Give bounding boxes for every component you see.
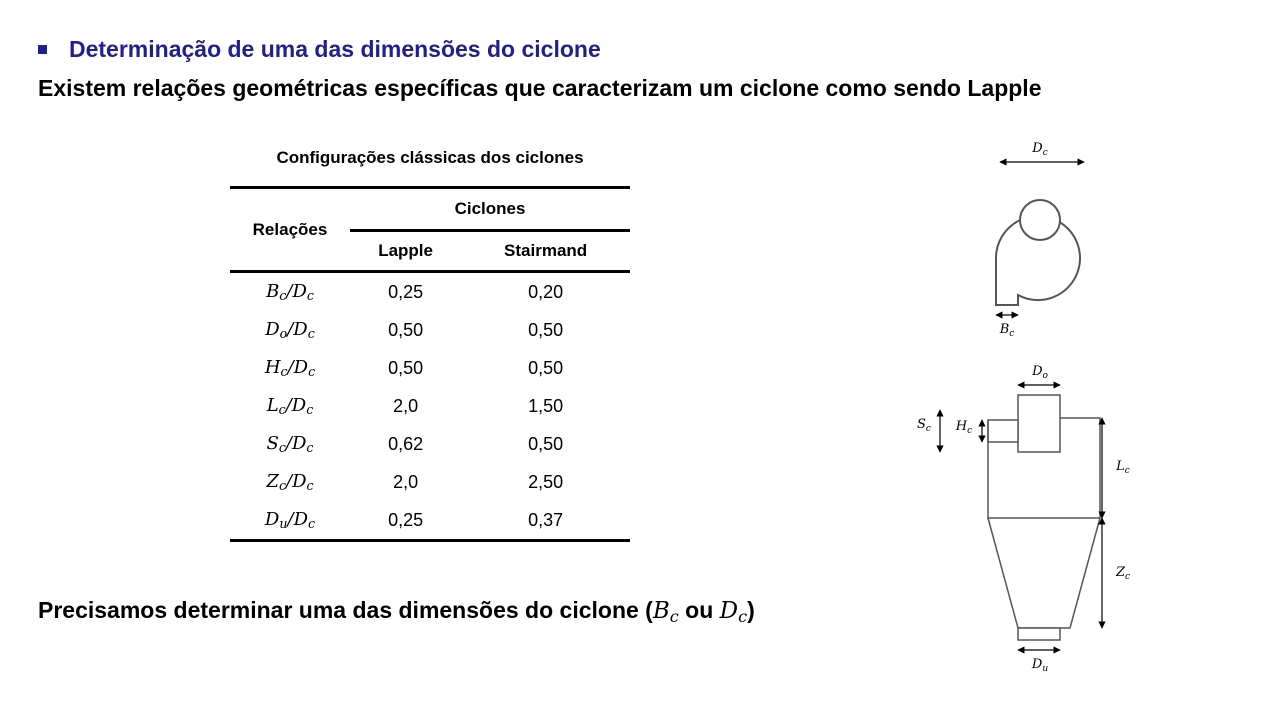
- lapple-cell: 0,50: [388, 357, 424, 378]
- outlet-tube: [1018, 395, 1060, 452]
- lapple-cell: 2,0: [393, 471, 419, 492]
- relation-cell: $D_o/D_c$: [265, 318, 315, 342]
- stairmand-cell: 1,50: [528, 395, 564, 416]
- relation-cell: $L_c/D_c$: [266, 394, 314, 418]
- label-do: $D_o$: [1032, 364, 1048, 381]
- table-row: [230, 349, 630, 387]
- label-dc: $D_c$: [1032, 141, 1048, 158]
- var-dc-main: D: [719, 598, 739, 624]
- relation-cell: $Z_c/D_c$: [266, 470, 314, 494]
- bottom-statement: [38, 597, 755, 626]
- table-row: [230, 311, 630, 349]
- cyclone-diagram: [880, 120, 1140, 680]
- var-bc: [652, 598, 679, 627]
- label-sc: $S_c$: [917, 417, 931, 434]
- header-ciclones: Ciclones: [350, 188, 630, 231]
- label-lc: $L_c$: [1116, 459, 1130, 476]
- var-bc-sub: c: [669, 607, 679, 627]
- bottom-text-before: Precisamos determinar uma das dimensões do ciclone (: [38, 597, 653, 623]
- table-body: [230, 272, 630, 541]
- top-view: [996, 141, 1084, 339]
- table-row: [230, 425, 630, 463]
- stairmand-cell: 0,50: [528, 319, 564, 340]
- lapple-cell: 0,50: [388, 319, 424, 340]
- table-row: [230, 387, 630, 425]
- stairmand-cell: 0,37: [528, 509, 564, 530]
- square-bullet-icon: [38, 45, 47, 54]
- stairmand-cell: 0,50: [528, 357, 564, 378]
- dust-outlet: [1018, 628, 1060, 640]
- top-view-inner-circle: [1020, 200, 1060, 240]
- table-row: [230, 272, 630, 312]
- header-relacoes: Relações: [230, 188, 350, 272]
- table-caption: Configurações clássicas dos ciclones: [276, 148, 584, 167]
- bottom-text-middle: ou: [678, 597, 720, 623]
- section-heading: [38, 36, 601, 63]
- stairmand-cell: 0,20: [528, 281, 564, 302]
- relation-cell: $D_u/D_c$: [264, 508, 316, 532]
- label-hc: $H_c$: [955, 419, 973, 436]
- cone-body: [988, 518, 1100, 628]
- header-stairmand: Stairmand: [504, 241, 588, 260]
- table-row: [230, 463, 630, 501]
- lapple-cell: 0,25: [388, 281, 424, 302]
- var-dc: [719, 598, 748, 627]
- bottom-text-after: ): [747, 597, 755, 623]
- header-lapple: Lapple: [378, 241, 433, 260]
- lapple-cell: 0,25: [388, 509, 424, 530]
- table-row: [230, 501, 630, 541]
- relation-cell: $B_c/D_c$: [266, 280, 314, 304]
- lapple-cell: 2,0: [393, 395, 419, 416]
- var-bc-main: B: [652, 598, 670, 624]
- var-dc-sub: c: [738, 607, 748, 627]
- side-view: [917, 364, 1130, 674]
- inlet-duct: [988, 420, 1018, 442]
- relation-cell: $H_c/D_c$: [264, 356, 316, 380]
- cyclone-config-table: [230, 186, 630, 542]
- label-du: $D_u$: [1031, 657, 1049, 674]
- relation-cell: $S_c/D_c$: [266, 432, 314, 456]
- label-zc: $Z_c$: [1115, 565, 1131, 582]
- lapple-cell: 0,62: [388, 433, 424, 454]
- stairmand-cell: 2,50: [528, 471, 564, 492]
- subtitle: Existem relações geométricas específicas que caracterizam um ciclone como sendo Lapple: [38, 75, 1042, 101]
- label-bc: $B_c$: [999, 322, 1015, 339]
- heading-text: Determinação de uma das dimensões do ciclone: [69, 36, 601, 62]
- stairmand-cell: 0,50: [528, 433, 564, 454]
